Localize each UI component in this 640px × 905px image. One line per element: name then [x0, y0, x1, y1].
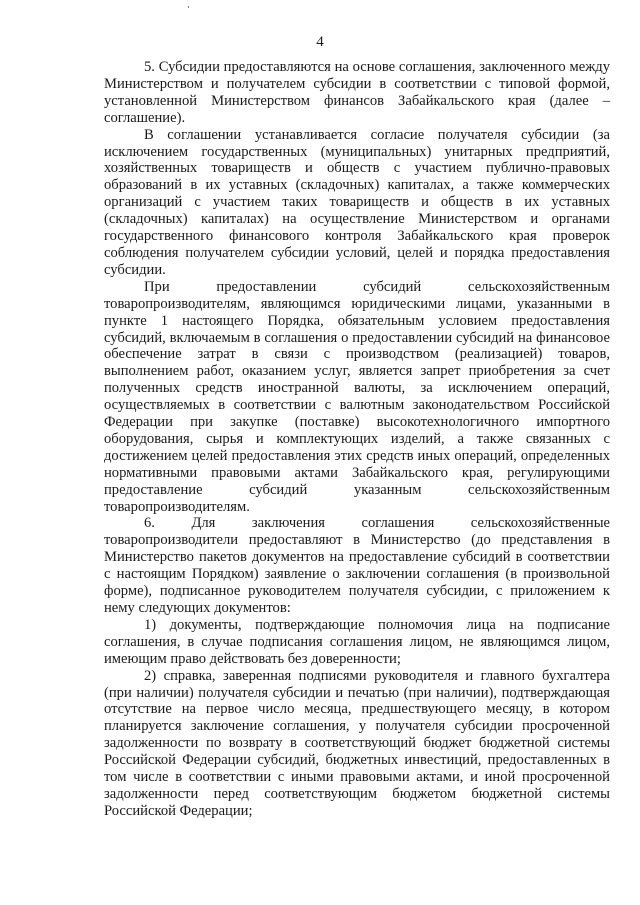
page-number: 4: [316, 34, 324, 50]
list-item-debt-certificate: 2) справка, заверенная подписями руководителя и главного бухгалтера (при наличии) получателя субсидии и печатью (при наличии), подтверждающая отсутствие на первое число месяца, предшествующего месяцу, в котором планируется заключение соглашения, у получателя субсидии просроченной задолженности по возврату в соответствующий бюджет бюджетной системы Российской Федерации субсидий, бюджетных инвестиций, предоставленных в том числе в соответствии с иными правовыми актами, и иной просроченной задолженности перед соответствующим бюджетом бюджетной системы Российской Федерации;: [104, 667, 610, 819]
scan-speck: [188, 6, 189, 8]
paragraph-subsidy-agreement: 5. Субсидии предоставляются на основе соглашения, заключенного между Министерством и получателем субсидии в соответствии с типовой формой, установленной Министерством финансов Забайкальского края (далее – соглашение).: [104, 59, 610, 126]
paragraph-currency-restriction: При предоставлении субсидий сельскохозяйственным товаропроизводителям, являющимся юридическими лицами, указанными в пункте 1 настоящего Порядка, обязательным условием предоставления субсидий, включаемым в соглашения о предоставлении субсидий на финансовое обеспечение затрат в связи с производством (реализацией) товаров, выполнением работ, оказанием услуг, является запрет приобретения за счет полученных средств иностранной валюты, за исключением операций, осуществляемых в соответствии с валютным законодательством Российской Федерации при закупке (поставке) высокотехнологичного импортного оборудования, сырья и комплектующих изделий, а также связанных с достижением целей предоставления этих средств иных операций, определенных нормативными правовыми актами Забайкальского края, регулирующими предоставление субсидий указанным сельскохозяйственным товаропроизводителям.: [104, 278, 610, 515]
paragraph-agreement-application: 6. Для заключения соглашения сельскохозяйственные товаропроизводители предоставляют в Министерство (до представления в Министерство пакетов документов на предоставление субсидий в соответствии с настоящим Порядком) заявление о заключении соглашения (в произвольной форме), подписанное руководителем получателя субсидии, с приложением к нему следующих документов:: [104, 515, 610, 616]
list-item-authority-documents: 1) документы, подтверждающие полномочия лица на подписание соглашения, в случае подписания соглашения лицом, не являющимся лицом, имеющим право действовать без доверенности;: [104, 616, 610, 667]
document-body: [104, 59, 610, 820]
paragraph-consent-to-inspection: В соглашении устанавливается согласие получателя субсидии (за исключением государственных (муниципальных) унитарных предприятий, хозяйственных товариществ и обществ с участием публично-правовых образований в их уставных (складочных) капиталах, а также коммерческих организаций с участием таких товариществ и обществ в их уставных (складочных) капиталах) на осуществление Министерством и органами государственного финансового контроля Забайкальского края проверок соблюдения получателем субсидии условий, целей и порядка предоставления субсидии.: [104, 126, 610, 278]
